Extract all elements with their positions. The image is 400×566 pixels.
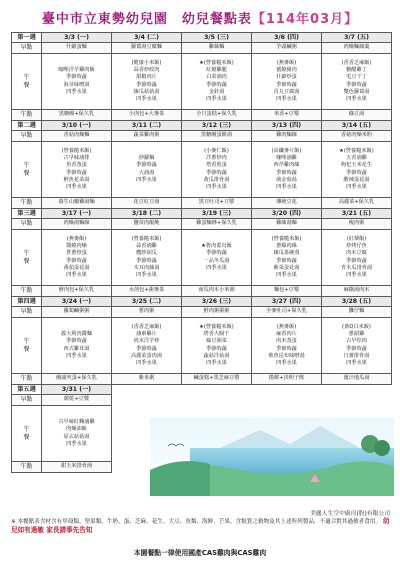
lunch-item: 塔香大腸干 [203,331,230,338]
lunch-item: 金針湯 [208,88,225,95]
lunch-item: ★(營養糙米飯) [199,60,234,67]
lunch-item: (營養糙米飯) [61,148,92,155]
lunch-item: 季節時蔬 [276,257,297,264]
hill-left [150,461,210,496]
day-date: 3/14 (五) [322,121,392,131]
lunch-item: 季節時蔬 [66,257,87,264]
lunch-item: 季節時蔬 [206,345,227,352]
lunch-item: 大滷湯 [138,169,155,176]
lunch-item: 四季水果 [346,359,367,366]
lunch-item: 毛豆干丁 [346,74,367,81]
morning-snack: 黑糖饅蛋餅湯 [182,131,252,142]
lunch-cell [112,230,182,286]
lunch-cell [112,54,182,110]
lunch-item: 肉燥油飯 [66,426,87,433]
lunch-item: 甜椒肉片 [136,74,157,81]
lunch-item: 醬燒肉燥 [66,243,87,250]
afternoon-snack: 捲餅+決明子飲 [252,374,322,385]
lunch-item: 塔香煎蛋 [206,162,227,169]
morning-snack-row [12,307,392,318]
lunch-item: 四季水果 [276,271,297,278]
day-date [182,385,252,395]
lunch-cell [252,318,322,374]
day-date: 3/17 (一) [42,209,112,219]
lunch-item: 木耳肉絲湯 [133,264,160,271]
morning-snack: 鹽苗肉餛飩 [112,219,182,230]
lunch-item: 四季水果 [206,264,227,271]
lunch-label: 午 餐 [12,54,42,110]
morning-label: 早點 [12,131,42,142]
week-header-row [12,33,392,43]
morning-snack: 蘿蔔湯豆腐麵 [112,43,182,54]
day-date: 3/12 (三) [182,121,252,131]
lunch-item: 蔥爆肉絲 [276,243,297,250]
week-label: 第五週 [12,385,42,395]
lunch-cell [112,318,182,374]
afternoon-label: 午點 [12,110,42,121]
lunch-item: 一品冬瓜湯 [203,257,230,264]
lunch-item: 四季水果 [206,95,227,102]
lunch-cell [182,142,252,198]
lunch-item: 黃瓜排骨湯 [203,176,230,183]
afternoon-snack: 傳統豆花 [252,198,322,209]
week-label: 第四週 [12,297,42,307]
lunch-item: (健康小米飯) [131,60,162,67]
lunch-item: 四季水果 [276,95,297,102]
lunch-item: 四季水果 [66,183,87,190]
lunch-item: 季節時蔬 [206,81,227,88]
morning-snack: 蘿蔔鹹粥粥 [42,307,112,318]
lunch-item: 絲瓜茶碗蒸 [273,250,300,257]
lunch-item: 蔬菇洋菇湯 [203,352,230,359]
lunch-item: 季節時蔬 [66,338,87,345]
lunch-item: 薑燒豬肉 [276,67,297,74]
week-header-row [12,121,392,131]
lunch-item: 鷹炒胡瓜 [136,250,157,257]
lunch-item: 麻香肉片 [276,331,297,338]
week-label: 第二週 [12,121,42,131]
allergy-warning: 幼兒如有過敏 家長請事先告知 [11,517,390,534]
afternoon-snack: 綠豆湯 [322,110,392,121]
afternoon-snack: 麵包+豆漿 [252,286,322,297]
day-date: 3/3 (一) [42,33,112,43]
lunch-row [12,54,392,110]
afternoon-snack: 南瓜肉末小米粥 [182,286,252,297]
week-header-row [12,297,392,307]
morning-snack: 香菇肉燥米粉 [322,131,392,142]
morning-snack: 蔬菜雞肉粥 [112,131,182,142]
afternoon-snack: 紫米粥 [112,374,182,385]
lunch-item: 四季水果 [66,352,87,359]
lunch-item: 季節時蔬 [136,162,157,169]
scenery-illustration [150,418,394,496]
lunch-item: 魚香蒸蛋 [66,162,87,169]
week-header-row [12,385,392,395]
afternoon-label: 午點 [12,286,42,297]
morning-snack: 雞肉麵線 [252,131,322,142]
lunch-row [12,230,392,286]
day-date: 3/6 (四) [252,33,322,43]
lunch-label: 午 餐 [12,230,42,286]
morning-snack: 肉燥麵線羹 [322,43,392,54]
afternoon-snack-row [12,198,392,209]
lunch-row [12,142,392,198]
lunch-item: 原玄菇菇湯 [63,433,90,440]
lunch-cell [252,142,322,198]
lunch-cell [322,54,392,110]
day-date: 3/24 (一) [42,297,112,307]
lunch-item: (燕麥飯) [66,236,87,243]
lunch-item: 季節時蔬 [276,81,297,88]
afternoon-snack: 養生山藥雞湯麵 [42,198,112,209]
morning-snack [112,395,182,406]
lunch-item: 鮮魚花菜湯 [63,176,90,183]
day-date: 3/11 (二) [112,121,182,131]
lunch-item: 四季水果 [346,183,367,190]
afternoon-snack: 高麗菜+保久乳 [322,198,392,209]
lunch-item: 四季水果 [136,271,157,278]
lunch-item: 肉末洋芋炒 [133,338,160,345]
title-period: 【114年03月】 [251,12,359,27]
afternoon-snack-row [12,374,392,385]
lunch-item: 海芽味噌湯 [63,81,90,88]
lunch-item: 紫菜蛋花湯 [273,264,300,271]
lunch-cell [112,142,182,198]
lunch-item: 季節時蔬 [346,345,367,352]
lunch-item: 季節時蔬 [136,81,157,88]
morning-snack: 餅乾+豆漿 [42,395,112,406]
day-date: 3/27 (四) [252,297,322,307]
day-date: 3/25 (二) [112,297,182,307]
lunch-item: 四季水果 [66,271,87,278]
lunch-item: 季節時蔬 [346,257,367,264]
lunch-item: 四季水果 [276,183,297,190]
lunch-cell [42,406,112,462]
day-date: 3/7 (五) [322,33,392,43]
lunch-item: 絲瓜菇菇湯 [133,88,160,95]
lunch-item: 日薑排骨湯 [343,352,370,359]
lunch-item: 西式雞茸湯 [63,345,90,352]
lunch-item: 季節時蔬 [276,345,297,352]
lunch-label: 午 餐 [12,406,42,462]
lunch-item: 古早焢肉 [346,338,367,345]
lunch-cell [322,230,392,286]
lunch-item: 季節時蔬 [206,169,227,176]
day-date: 3/21 (五) [322,209,392,219]
lunch-item: 義大利肉醬麵 [60,331,93,338]
morning-label: 早點 [12,219,42,230]
day-date: 3/20 (四) [252,209,322,219]
lunch-item: (小麥仁飯) [204,148,229,155]
afternoon-snack: 鹹蛋糕+黑芝麻豆漿 [182,374,252,385]
lunch-cell [252,54,322,110]
week-label: 第三週 [12,209,42,219]
lunch-item: 炒烤仔魚 [346,243,367,250]
lunch-item: (營養糙米飯) [271,236,302,243]
morning-snack: 全麥吐司+保久乳 [252,307,322,318]
footer-company: 美麗人生空中廚房(股)有限公司 [310,511,390,517]
morning-snack: 雞絲湯麵 [252,219,322,230]
lunch-item: 紅燒雞腿 [206,67,227,74]
lunch-cell [42,230,112,286]
morning-snack: 攤仔麵 [322,307,392,318]
lunch-item: 貢丸豆腐湯 [273,88,300,95]
afternoon-snack-row [12,110,392,121]
lunch-item: 綠豆粥菜 [206,338,227,345]
lunch-item: ★(營養糙米飯) [199,324,234,331]
lunch-item: 白菜滷肉 [206,74,227,81]
afternoon-snack: 黑糖饅+保久乳 [42,110,112,121]
lunch-item: 季節時蔬 [276,169,297,176]
morning-snack: 芋頭鹹粥 [252,43,322,54]
lunch-item: 高麗菜蛋肉湯 [130,352,163,359]
lunch-item: 四季水果 [276,359,297,366]
morning-snack-row [12,395,392,406]
lunch-item: 柴魚昆布味噌湯 [268,352,305,359]
day-date: 3/10 (一) [42,121,112,131]
lunch-item: 四季水果 [136,176,157,183]
allergy-note [11,517,391,535]
lunch-item: 蒜香炒絞肉 [133,67,160,74]
page-title [0,8,400,27]
day-date: 3/28 (五) [322,297,392,307]
morning-snack: 雞絲麵 [182,43,252,54]
lunch-item: ★(營養糙米飯) [339,148,374,155]
lunch-item: 季節時蔬 [346,169,367,176]
afternoon-snack: 薑汁地瓜湯 [322,374,392,385]
day-date: 3/13 (四) [252,121,322,131]
lunch-item: 肉末豆腐 [346,250,367,257]
lunch-item: 季節時蔬 [136,257,157,264]
morning-snack: 雞蛋麵條+保久乳 [182,219,252,230]
morning-snack-row [12,43,392,54]
afternoon-snack: 全日蛋糕+保久乳 [182,110,252,121]
afternoon-snack: 甜玉米排骨湯 [42,462,112,473]
lunch-label: 午 餐 [12,142,42,198]
lunch-item: 西芹雞肉絲 [273,162,300,169]
lunch-item: 四季水果 [206,183,227,190]
lunch-item: 肉末蒸蛋 [276,338,297,345]
afternoon-snack: 黑豆吐司+豆漿 [182,198,252,209]
day-date: 3/18 (二) [112,209,182,219]
afternoon-snack: 小肉包+大麥茶 [112,110,182,121]
lunch-item: (香香芝麻飯) [341,60,372,67]
lunch-cell [322,318,392,374]
afternoon-label: 午點 [12,374,42,385]
morning-snack: 什錦蛋麵 [42,43,112,54]
lunch-item: 季節時蔬 [136,345,157,352]
lunch-item: 炒蘿麵 [138,155,155,162]
lunch-item: 季節時蔬 [206,250,227,257]
lunch-item: 洋蔥炒肉 [206,155,227,162]
lunch-item: 四季水果 [66,440,87,447]
lunch-item: 酸辣蛋花湯 [343,176,370,183]
lunch-item: (黃Q白米飯) [342,324,371,331]
lunch-cell [322,142,392,198]
lunch-cell [42,142,112,198]
lunch-label: 午 餐 [12,318,42,374]
lunch-item: 季節時蔬 [66,74,87,81]
tree-2 [374,440,390,456]
morning-snack: 肉燥湯麵線 [42,219,112,230]
day-date [322,385,392,395]
morning-snack: 香菇肉燥麵 [42,131,112,142]
lunch-item: 滷素雞片 [136,331,157,338]
lunch-item: (營養糙米飯) [131,236,162,243]
afternoon-label: 午點 [12,198,42,209]
lunch-cell [182,54,252,110]
afternoon-snack: 米香+豆漿 [252,110,322,121]
lunch-item: 菌金菇湯 [276,176,297,183]
week-label: 第一週 [12,33,42,43]
lunch-item: 四季水果 [346,95,367,102]
lunch-item: 咖哩洋芋雞肉飯 [58,67,95,74]
lunch-item: 什錦炒蛋 [276,74,297,81]
lunch-item: 蔥頭雞 [348,331,365,338]
morning-snack: 鮮肉粥粥粥 [182,307,252,318]
morning-snack: 瘦肉粥 [322,219,392,230]
morning-label: 早點 [12,307,42,318]
lunch-item: 糖醋雞丁 [346,67,367,74]
menu-table [11,32,392,473]
day-date [112,385,182,395]
lunch-item: (高纖麥片飯) [271,148,302,155]
morning-snack [252,395,322,406]
morning-snack-row [12,131,392,142]
afternoon-snack: 鮮肉包+保久乳 [42,286,112,297]
lunch-item: 番茄蛋花湯 [63,264,90,271]
lunch-item: 四季水果 [66,88,87,95]
lunch-item: 蒼蔥炒蛋 [66,250,87,257]
morning-snack [322,395,392,406]
afternoon-snack: 水煎包+粥麥茶 [112,286,182,297]
day-date: 3/31 (一) [42,385,112,395]
bottom-note: 本園餐點一律使用國產CAS雞肉與CAS雞肉 [133,549,267,557]
lunch-item: 青木瓜排骨湯 [340,264,373,271]
lunch-item: (燕麥飯) [276,324,297,331]
allergy-note-text: ※ 本餐點表含材含有甲殼類、堅果類、牛奶、蛋、芝麻、花生、大豆、魚類、海鮮、芒果、含麩質之穀物及其上述所列製品，不適合對其過敏者食用。 [11,519,382,525]
lunch-item: 蒜香滷雞 [136,243,157,250]
lunch-item: (紅藜飯) [346,236,367,243]
lunch-cell [42,318,112,374]
day-date: 3/4 (二) [112,33,182,43]
afternoon-snack-row [12,286,392,297]
day-date: 3/19 (三) [182,209,252,219]
lunch-item: ★魯肉蓋烏飯 [201,243,232,250]
lunch-item: 咖哩滷雞 [276,155,297,162]
lunch-row [12,318,392,374]
lunch-item: 五香滷雞 [346,155,367,162]
lunch-item: 古早味紅麴滷雞 [58,419,95,426]
lunch-item: 季節時蔬 [346,81,367,88]
day-date [252,385,322,395]
day-date: 3/5 (三) [182,33,252,43]
lunch-item: 四季水果 [206,359,227,366]
morning-snack [182,395,252,406]
afternoon-snack: 花豆紅豆湯 [112,198,182,209]
morning-snack-row [12,219,392,230]
lunch-item: 四季水果 [136,95,157,102]
morning-label: 早點 [12,395,42,406]
lunch-item: (香香芝麻飯) [131,324,162,331]
menu-body [12,33,392,473]
title-text: 臺中市立東勢幼兒園 幼兒餐點表 [41,12,252,27]
morning-snack: 蔥肉粥 [112,307,182,318]
afternoon-label: 午點 [12,462,42,473]
lunch-item: 古早味滷排 [63,155,90,162]
lunch-item: 雙色蘿蔔湯 [343,88,370,95]
afternoon-snack: 麻糬湯肉末 [322,286,392,297]
lunch-cell [182,230,252,286]
week-header-row [12,209,392,219]
lunch-item: 四季水果 [346,271,367,278]
lunch-cell [42,54,112,110]
lunch-cell [252,230,322,286]
lunch-item: 枸杞玉米花生 [340,162,373,169]
lunch-cell [182,318,252,374]
day-date: 3/26 (三) [182,297,252,307]
morning-label: 早點 [12,43,42,54]
lunch-item: 季節時蔬 [66,169,87,176]
afternoon-snack: 饅頭夾蛋+保久乳 [42,374,112,385]
lunch-item: (燕麥飯) [276,60,297,67]
lunch-item: 四季水果 [136,359,157,366]
